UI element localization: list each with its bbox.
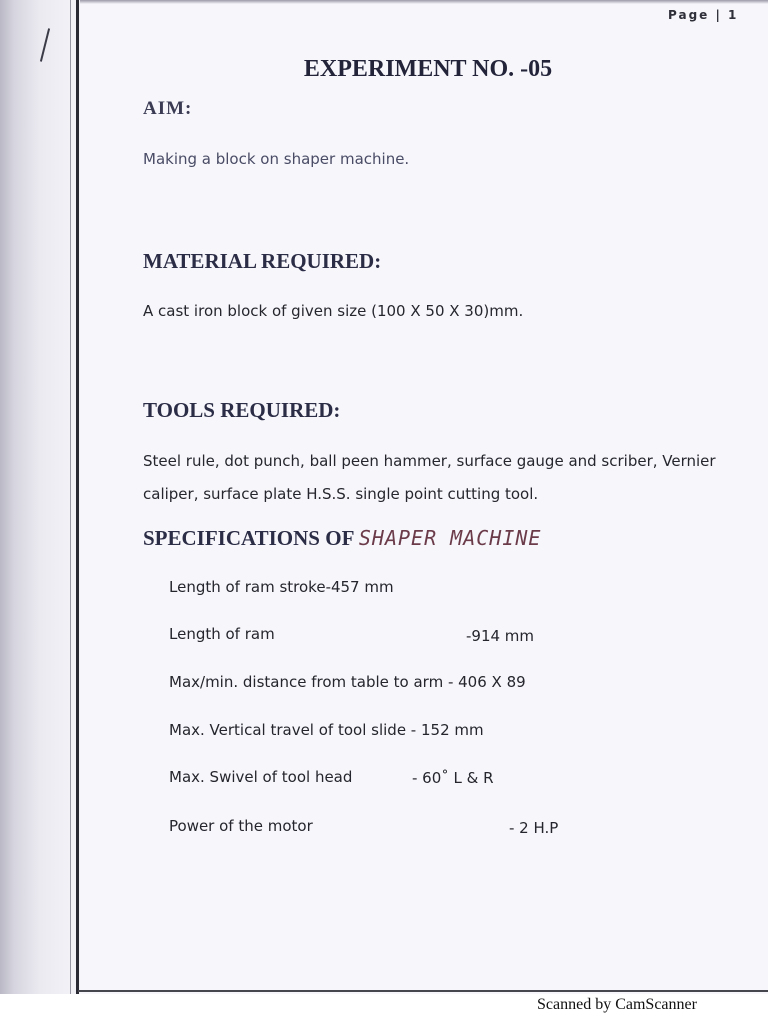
page-number: Page | 1 <box>668 8 739 22</box>
aim-text: Making a block on shaper machine. <box>143 150 410 168</box>
margin-line <box>76 0 79 994</box>
spec-row-ram-length-label: Length of ram <box>169 625 275 643</box>
spec-row-motor-label: Power of the motor <box>169 817 313 835</box>
spec-row-swivel-value: - 60˚ L & R <box>412 769 494 787</box>
spec-row-motor-value: - 2 H.P <box>509 819 559 837</box>
specifications-heading <box>143 526 541 551</box>
specifications-heading-handwritten: SHAPER MACHINE <box>358 526 542 550</box>
tools-text-line-2: caliper, surface plate H.S.S. single point cutting tool. <box>143 485 539 503</box>
page-top-edge <box>80 0 768 4</box>
binding-shadow <box>0 0 80 994</box>
material-text: A cast iron block of given size (100 X 50 X 30)mm. <box>143 302 524 320</box>
material-heading: MATERIAL REQUIRED: <box>143 249 382 273</box>
page-title: EXPERIMENT NO. -05 <box>303 56 553 82</box>
specifications-heading-printed: SPECIFICATIONS OF <box>143 526 354 550</box>
tools-text-line-1: Steel rule, dot punch, ball peen hammer, surface gauge and scriber, Vernier <box>143 452 716 470</box>
spec-row-ram-length-value: -914 mm <box>466 627 535 645</box>
spec-row-ram-stroke: Length of ram stroke-457 mm <box>169 578 394 596</box>
camscanner-watermark: Scanned by CamScanner <box>537 996 697 1013</box>
aim-heading: AIM: <box>143 98 193 119</box>
page-bottom-edge <box>78 990 768 992</box>
spec-row-table-distance: Max/min. distance from table to arm - 406 X 89 <box>169 673 526 691</box>
spec-row-vertical-travel: Max. Vertical travel of tool slide - 152 mm <box>169 721 484 739</box>
tools-heading: TOOLS REQUIRED: <box>143 398 341 422</box>
spec-row-swivel-label: Max. Swivel of tool head <box>169 768 353 786</box>
binding-edge-line <box>70 0 71 994</box>
